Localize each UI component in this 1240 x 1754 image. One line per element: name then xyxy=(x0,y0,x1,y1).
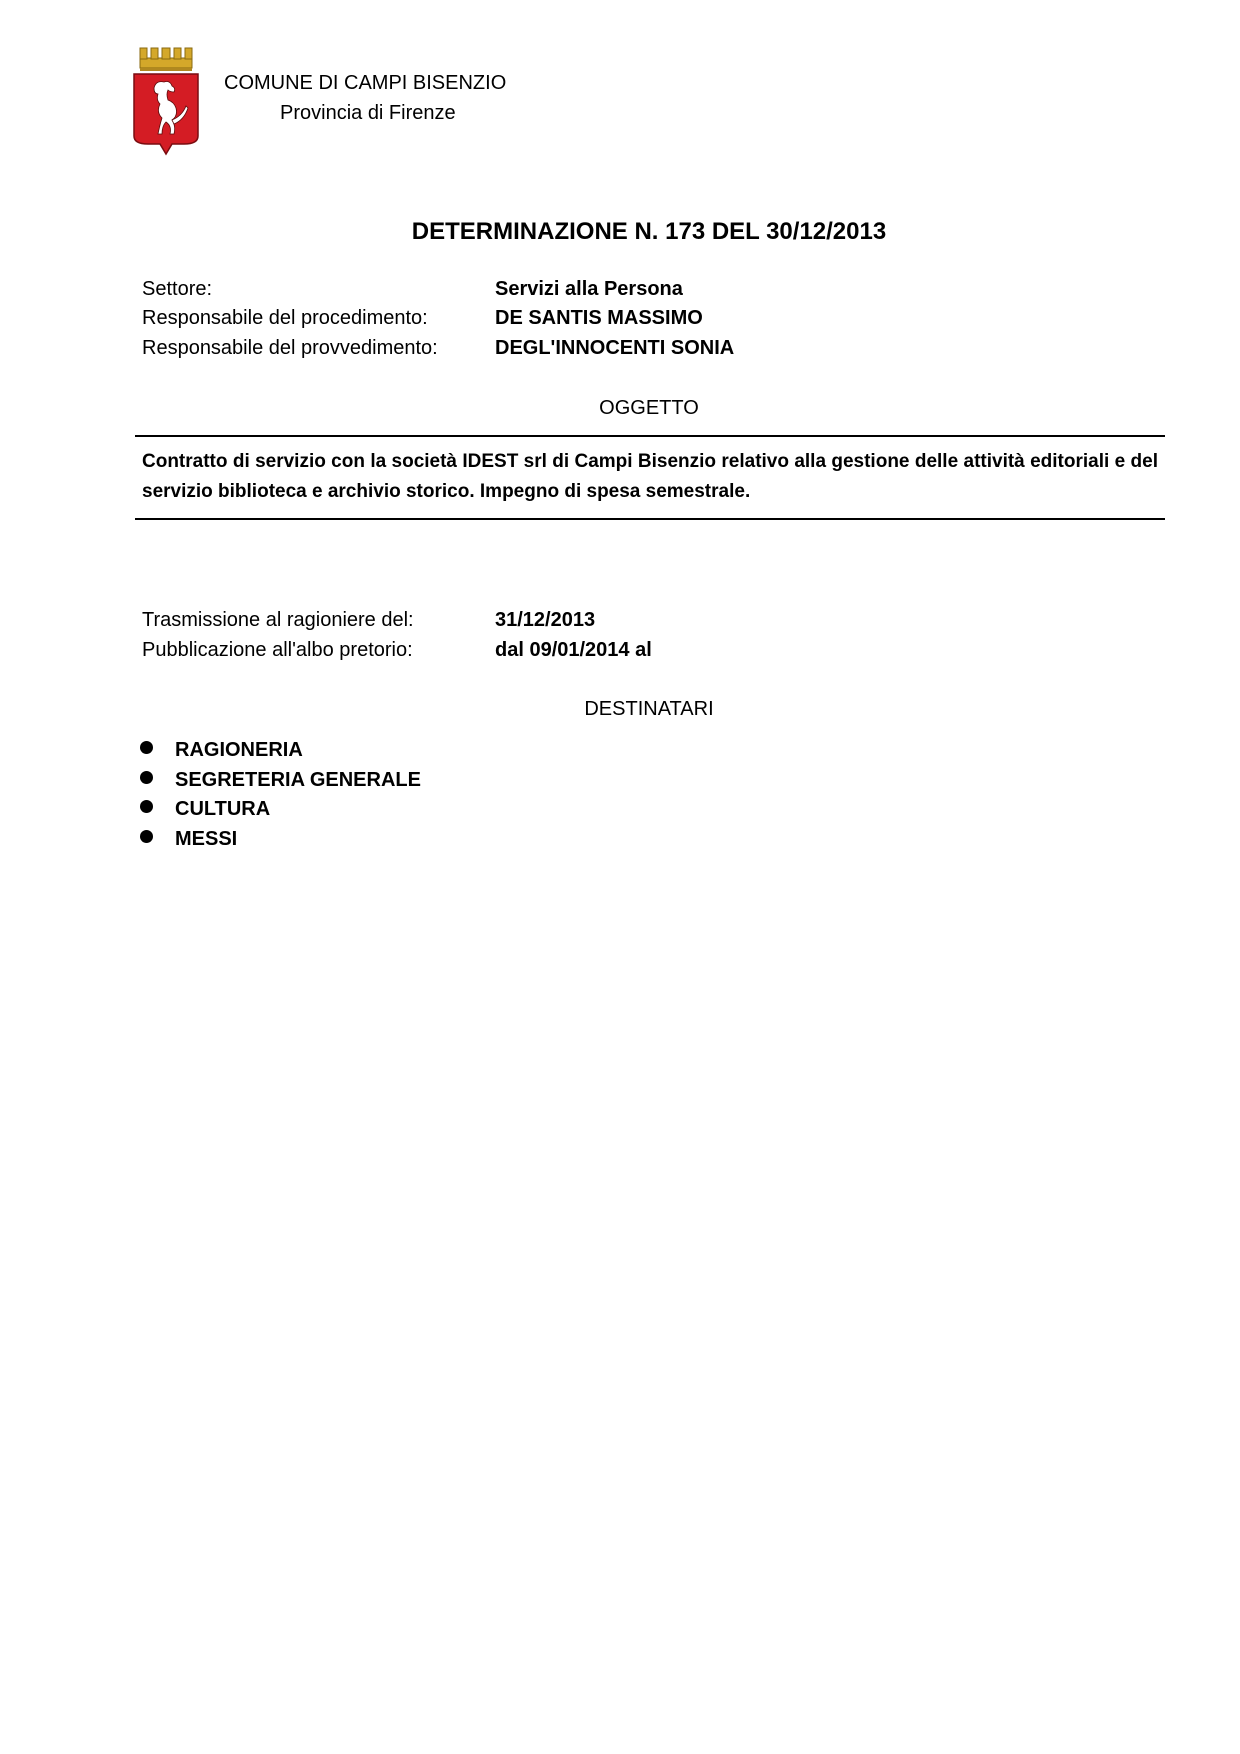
list-item xyxy=(140,828,237,851)
measure-manager-label: Responsabile del provvedimento: xyxy=(142,337,438,359)
recipient-label: RAGIONERIA xyxy=(175,739,303,761)
procedure-manager-label: Responsabile del procedimento: xyxy=(142,307,428,329)
bullet-icon xyxy=(140,800,153,813)
entity-name: COMUNE DI CAMPI BISENZIO xyxy=(224,72,507,94)
bullet-icon xyxy=(140,771,153,784)
list-item xyxy=(140,769,421,792)
bullet-icon xyxy=(140,830,153,843)
entity-province: Provincia di Firenze xyxy=(280,102,456,124)
divider xyxy=(135,518,1165,520)
subject-heading: OGGETTO xyxy=(599,397,699,419)
recipients-heading: DESTINATARI xyxy=(584,698,714,720)
document-title: DETERMINAZIONE N. 173 DEL 30/12/2013 xyxy=(411,218,887,245)
measure-manager-value: DEGL'INNOCENTI SONIA xyxy=(495,337,735,359)
sector-label: Settore: xyxy=(142,278,213,300)
coat-of-arms-icon xyxy=(132,44,200,156)
recipient-label: CULTURA xyxy=(175,798,271,820)
transmission-label: Trasmissione al ragioniere del: xyxy=(142,609,414,631)
subject-text: Contratto di servizio con la società IDEST srl di Campi Bisenzio relativo alla gestione delle attività editoriali e del servizio biblioteca e archivio storico. Impegno di spesa semestrale. xyxy=(142,451,1158,502)
recipient-label: SEGRETERIA GENERALE xyxy=(175,769,421,791)
list-item xyxy=(140,739,303,762)
publication-label: Pubblicazione all'albo pretorio: xyxy=(142,639,413,661)
recipient-label: MESSI xyxy=(175,828,238,850)
list-item xyxy=(140,798,270,821)
procedure-manager-value: DE SANTIS MASSIMO xyxy=(495,307,703,329)
sector-value: Servizi alla Persona xyxy=(495,278,683,300)
publication-value: dal 09/01/2014 al xyxy=(495,639,652,661)
transmission-value: 31/12/2013 xyxy=(495,609,596,631)
bullet-icon xyxy=(140,741,153,754)
divider xyxy=(135,435,1165,437)
